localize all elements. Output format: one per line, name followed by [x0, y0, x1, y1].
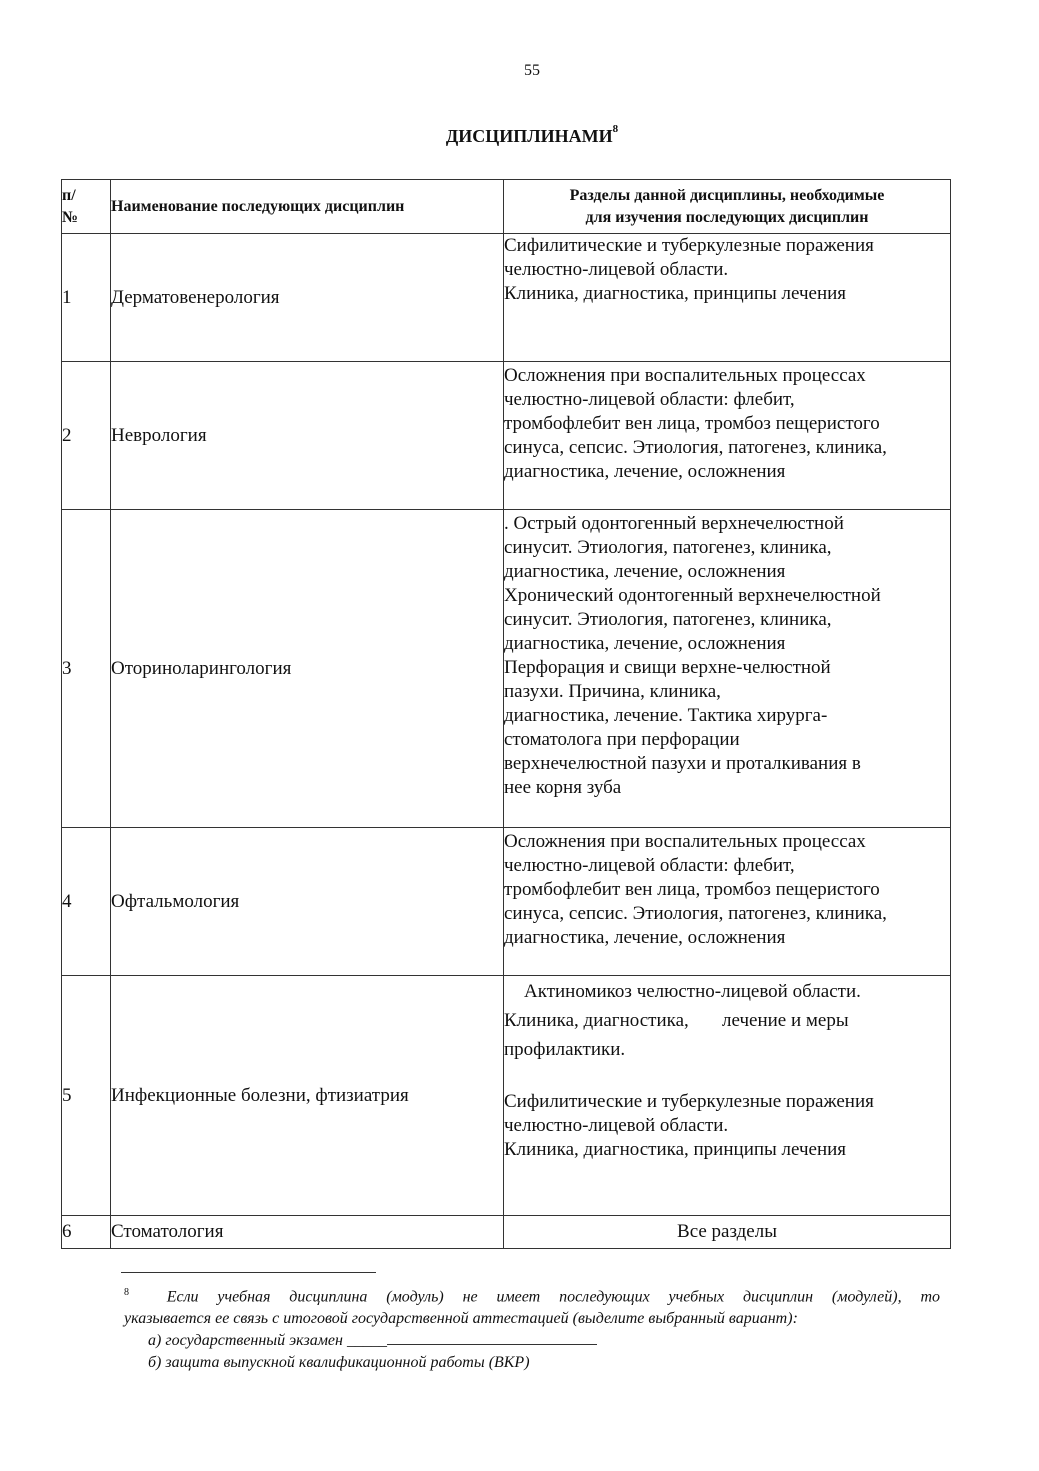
table-row: [62, 828, 951, 976]
row-number: 1: [62, 234, 111, 362]
footnote-mark: 8: [124, 1287, 129, 1298]
header-number-line-2: №: [62, 208, 79, 226]
section-line: челюстно-лицевой области: флебит,: [504, 389, 795, 410]
section-line: синусит. Этиология, патогенез, клиника,: [504, 609, 832, 630]
footnote-option-b: б) защита выпускной квалификационной работы (ВКР): [148, 1354, 530, 1372]
row-number: 2: [62, 362, 111, 510]
row-sections: [504, 362, 951, 510]
section-line: Актиномикоз челюстно-лицевой области.: [524, 981, 861, 1002]
section-line: верхнечелюстной пазухи и проталкивания в: [504, 753, 861, 774]
section-line: синусит. Этиология, патогенез, клиника,: [504, 537, 832, 558]
section-line: Осложнения при воспалительных процессах: [504, 831, 866, 852]
section-line: Перфорация и свищи верхне-челюстной: [504, 657, 831, 678]
header-sections: [504, 180, 951, 234]
table-header-row: [62, 180, 951, 234]
footnote-blank-line: [387, 1330, 597, 1345]
row-number: 5: [62, 976, 111, 1216]
section-line: нее корня зуба: [504, 777, 622, 798]
disciplines-table: [61, 179, 951, 1249]
section-line: стоматолога при перфорации: [504, 729, 740, 750]
section-line: Клиника, диагностика, принципы лечения: [504, 283, 847, 304]
row-number: 4: [62, 828, 111, 976]
row-sections: [504, 510, 951, 828]
header-number-line-1: п/: [62, 186, 76, 204]
section-line: тромбофлебит вен лица, тромбоз пещеристого: [504, 413, 880, 434]
section-line: Сифилитические и туберкулезные поражения: [504, 235, 874, 256]
section-line: пазухи. Причина, клиника,: [504, 681, 721, 702]
section-line: челюстно-лицевой области: флебит,: [504, 855, 795, 876]
footnote-text-1: Если учебная дисциплина (модуль) не имеет последующих учебных дисциплин (модулей), то: [166, 1288, 941, 1306]
row-discipline-name: Инфекционные болезни, фтизиатрия: [111, 976, 504, 1216]
row-number: 3: [62, 510, 111, 828]
section-line: челюстно-лицевой области.: [504, 259, 729, 280]
section-line: диагностика, лечение, осложнения: [504, 633, 786, 654]
section-line: диагностика, лечение. Тактика хирурга-: [504, 705, 828, 726]
section-line: Клиника, диагностика, принципы лечения: [504, 1139, 847, 1160]
section-line: Осложнения при воспалительных процессах: [504, 365, 866, 386]
table-row: [62, 362, 951, 510]
section-line: диагностика, лечение, осложнения: [504, 561, 786, 582]
section-line: челюстно-лицевой области.: [504, 1115, 729, 1136]
section-line: профилактики.: [504, 1039, 626, 1060]
row-discipline-name: Стоматология: [111, 1216, 504, 1249]
sections-block-actinomycosis: [504, 977, 950, 1064]
section-heading: [0, 123, 1039, 147]
row-sections: [504, 234, 951, 362]
footnote-line-1: [124, 1282, 940, 1308]
row-discipline-name: Оториноларингология: [111, 510, 504, 828]
section-line: Хронический одонтогенный верхнечелюстной: [504, 585, 881, 606]
row-sections: [504, 828, 951, 976]
heading-text: ДИСЦИПЛИНАМИ: [445, 126, 613, 146]
section-line: синуса, сепсис. Этиология, патогенез, клиника,: [504, 437, 887, 458]
section-line: диагностика, лечение, осложнения: [504, 461, 786, 482]
table-row: [62, 510, 951, 828]
header-number: [62, 180, 111, 234]
row-sections: Все разделы: [504, 1216, 951, 1249]
header-sections-line-1: Разделы данной дисциплины, необходимые: [569, 186, 885, 204]
footnote-option-a-text: а) государственный экзамен _____: [148, 1332, 387, 1350]
table-row: [62, 976, 951, 1216]
footnote: [124, 1282, 940, 1374]
section-line: диагностика, лечение, осложнения: [504, 927, 786, 948]
section-line: Клиника, диагностика, лечение и меры: [504, 1010, 849, 1031]
footnote-line-2: указывается ее связь с итоговой государственной аттестацией (выделите выбранный вариант):: [124, 1310, 798, 1328]
table-row: [62, 1216, 951, 1249]
footnote-option-a: [124, 1330, 940, 1352]
row-number: 6: [62, 1216, 111, 1249]
table-row: [62, 234, 951, 362]
section-spacer: [504, 1064, 950, 1090]
section-line: Сифилитические и туберкулезные поражения: [504, 1091, 874, 1112]
header-discipline-name: Наименование последующих дисциплин: [111, 180, 504, 234]
page-number: 55: [524, 62, 540, 79]
section-line: . Острый одонтогенный верхнечелюстной: [504, 513, 844, 534]
row-discipline-name: Офтальмология: [111, 828, 504, 976]
row-sections: [504, 976, 951, 1216]
heading-footnote-mark: 8: [612, 123, 619, 135]
section-line: тромбофлебит вен лица, тромбоз пещеристого: [504, 879, 880, 900]
row-discipline-name: Дерматовенерология: [111, 234, 504, 362]
row-discipline-name: Неврология: [111, 362, 504, 510]
header-sections-line-2: для изучения последующих дисциплин: [585, 208, 869, 226]
footnote-separator: [121, 1272, 376, 1273]
section-line: синуса, сепсис. Этиология, патогенез, клиника,: [504, 903, 887, 924]
